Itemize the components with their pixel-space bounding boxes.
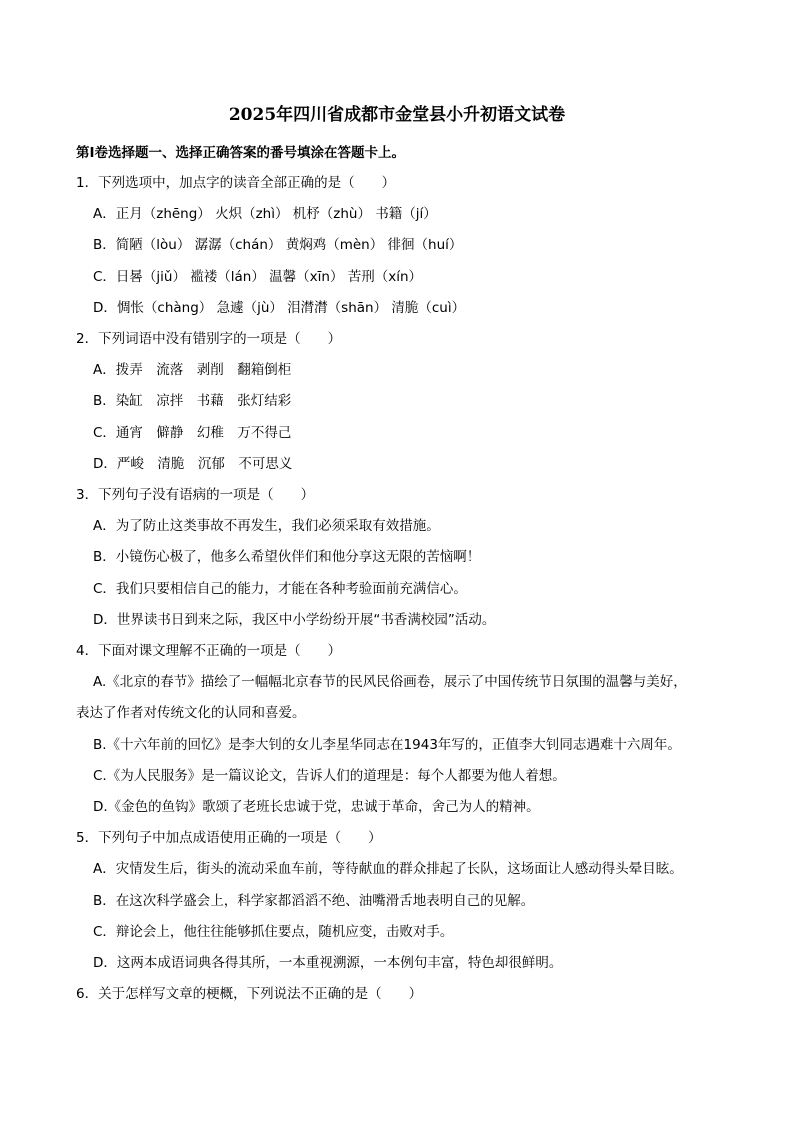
question-3-option-d: D．世界读书日到来之际，我区中小学纷纷开展“书香满校园”活动。 — [93, 612, 496, 628]
question-5: 5．下列句子中加点成语使用正确的一项是（ ） — [76, 830, 382, 846]
question-2-option-d: D．严峻 清脆 沉郁 不可思义 — [93, 456, 293, 472]
question-4: 4．下面对课文理解不正确的一项是（ ） — [76, 643, 342, 659]
question-5-option-c: C．辩论会上，他往往能够抓住要点，随机应变，击败对手。 — [93, 924, 454, 940]
question-4-option-a: A.《北京的春节》描绘了一幅幅北京春节的民风民俗画卷，展示了中国传统节日氛围的温馨与美好， — [93, 674, 687, 690]
question-2-option-c: C．通宵 僻静 幻稚 万不得己 — [93, 425, 292, 441]
question-3-option-a: A．为了防止这类事故不再发生，我们必须采取有效措施。 — [93, 518, 440, 534]
question-5-option-b: B．在这次科学盛会上，科学家都滔滔不绝、油嘴滑舌地表明自己的见解。 — [93, 893, 535, 909]
question-3-option-c: C．我们只要相信自己的能力，才能在各种考验面前充满信心。 — [93, 581, 467, 597]
question-5-option-d: D．这两本成语词典各得其所，一本重视溯源，一本例句丰富，特色却很鲜明。 — [93, 955, 563, 971]
question-6: 6．关于怎样写文章的梗概，下列说法不正确的是（ ） — [76, 986, 423, 1002]
question-1-option-b: B．简陋（lòu） 潺潺（chán） 黄焖鸡（mèn） 徘徊（huí） — [93, 237, 463, 253]
question-4-option-c: C.《为人民服务》是一篇议论文，告诉人们的道理是：每个人都要为他人着想。 — [93, 768, 566, 784]
page-title: 2025年四川省成都市金堂县小升初语文试卷 — [228, 105, 566, 125]
question-1: 1．下列选项中，加点字的读音全部正确的是（ ） — [76, 175, 396, 191]
question-5-option-a: A．灾情发生后，街头的流动采血车前，等待献血的群众排起了长队，这场面让人感动得头晕目眩。 — [93, 861, 683, 877]
question-3-option-b: B．小镜伤心极了，他多么希望伙伴们和他分享这无限的苦恼啊！ — [93, 549, 481, 565]
question-4-option-d: D.《金色的鱼钩》歌颂了老班长忠诚于党，忠诚于革命，舍己为人的精神。 — [93, 799, 540, 815]
section-header: 第I卷选择题一、选择正确答案的番号填涂在答题卡上。 — [76, 145, 406, 161]
question-2: 2．下列词语中没有错别字的一项是（ ） — [76, 331, 342, 347]
question-4-option-b: B.《十六年前的回忆》是李大钊的女儿李星华同志在1943年写的，正值李大钊同志遇难十六周年。 — [93, 737, 681, 753]
question-1-option-d: D．惆怅（chàng） 急遽（jù） 泪潸潸（shān） 清脆（cuì） — [93, 300, 466, 316]
question-2-option-b: B．染缸 凉拌 书藉 张灯结彩 — [93, 393, 292, 409]
question-1-option-a: A．正月（zhēng） 火炽（zhì） 机杼（zhù） 书籍（jí） — [93, 206, 437, 222]
question-2-option-a: A．拨弄 流落 剥削 翻箱倒柜 — [93, 362, 292, 378]
question-4-option-a-continued: 表达了作者对传统文化的认同和喜爱。 — [76, 705, 306, 721]
question-1-option-c: C．日晷（jiǔ） 褴褛（lán） 温馨（xīn） 苦刑（xín） — [93, 269, 423, 285]
question-3: 3．下列句子没有语病的一项是（ ） — [76, 487, 315, 503]
